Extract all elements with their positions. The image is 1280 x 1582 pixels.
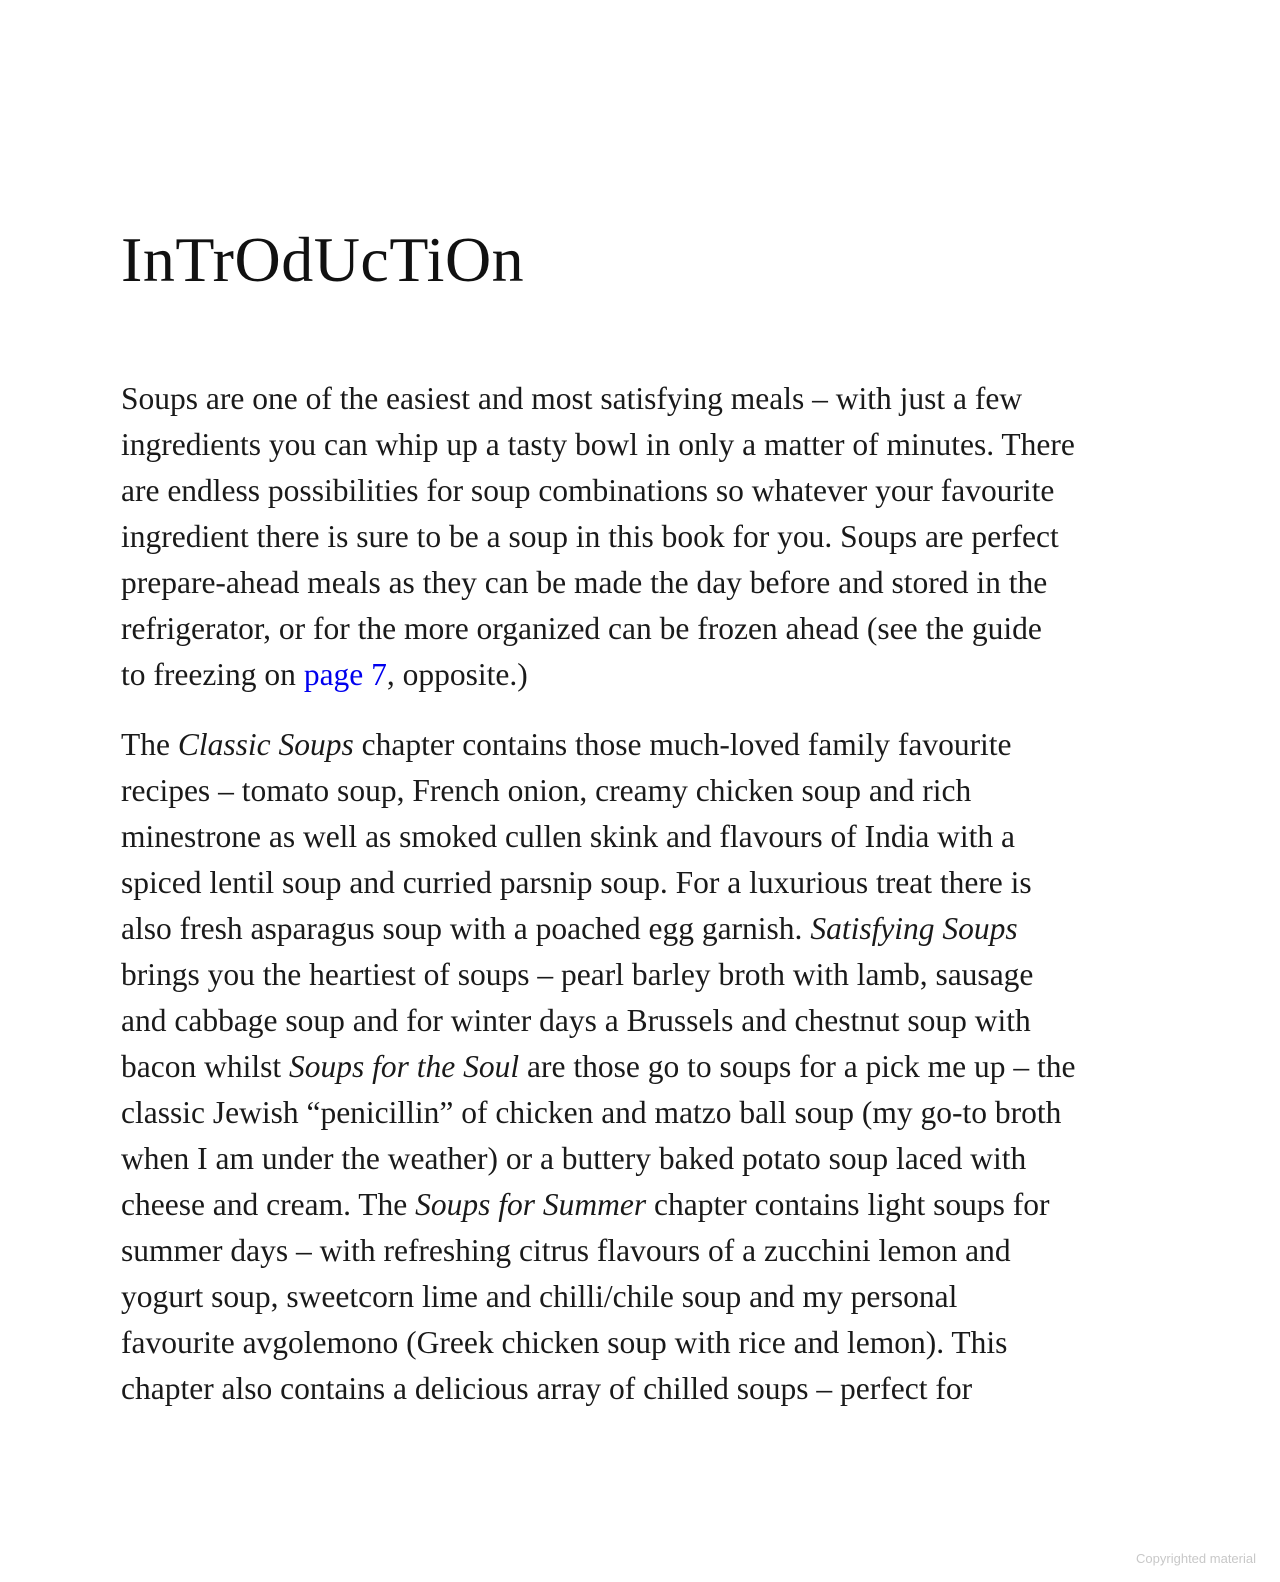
text-run: also fresh asparagus soup with a poached egg garnish. [121,911,811,946]
paragraph-line: yogurt soup, sweetcorn lime and chilli/chile soup and my personal [121,1279,958,1314]
paragraph-line: classic Jewish “penicillin” of chicken and matzo ball soup (my go-to broth [121,1095,1062,1130]
chapter-name-soups-for-summer: Soups for Summer [415,1187,647,1222]
intro-paragraph-2 [121,722,1161,1412]
copyright-watermark: Copyrighted material [1136,1551,1256,1566]
intro-paragraph-1 [121,376,1161,698]
chapter-name-classic-soups: Classic Soups [177,727,354,762]
paragraph-line: Soups are one of the easiest and most satisfying meals – with just a few [121,381,1023,416]
paragraph-line: ingredient there is sure to be a soup in this book for you. Soups are perfect [121,519,1059,554]
text-run: to freezing on [121,657,304,692]
body-text [121,376,1161,1436]
text-run: chapter contains light soups for [646,1187,1050,1222]
chapter-name-soups-for-the-soul: Soups for the Soul [288,1049,520,1084]
paragraph-line: and cabbage soup and for winter days a Brussels and chestnut soup with [121,1003,1031,1038]
paragraph-line: chapter also contains a delicious array of chilled soups – perfect for [121,1371,973,1406]
paragraph-line: when I am under the weather) or a buttery baked potato soup laced with [121,1141,1027,1176]
paragraph-line [121,1182,1161,1228]
paragraph-line: recipes – tomato soup, French onion, creamy chicken soup and rich [121,773,972,808]
paragraph-line: brings you the heartiest of soups – pearl barley broth with lamb, sausage [121,957,1034,992]
paragraph-line: favourite avgolemono (Greek chicken soup with rice and lemon). This [121,1325,1008,1360]
paragraph-line [121,1044,1161,1090]
chapter-name-satisfying-soups: Satisfying Soups [810,911,1018,946]
text-run: chapter contains those much-loved family favourite [353,727,1012,762]
paragraph-line: refrigerator, or for the more organized can be frozen ahead (see the guide [121,611,1042,646]
paragraph-line: prepare-ahead meals as they can be made the day before and stored in the [121,565,1048,600]
text-run: are those go to soups for a pick me up – the [519,1049,1076,1084]
paragraph-line: minestrone as well as smoked cullen skink and flavours of India with a [121,819,1016,854]
text-run: The [121,727,178,762]
text-run: bacon whilst [121,1049,289,1084]
paragraph-line: ingredients you can whip up a tasty bowl in only a matter of minutes. There [121,427,1075,462]
paragraph-line: spiced lentil soup and curried parsnip soup. For a luxurious treat there is [121,865,1032,900]
paragraph-line [121,906,1161,952]
paragraph-line [121,722,1161,768]
paragraph-line: are endless possibilities for soup combinations so whatever your favourite [121,473,1055,508]
text-run: cheese and cream. The [121,1187,416,1222]
paragraph-line: summer days – with refreshing citrus flavours of a zucchini lemon and [121,1233,1011,1268]
text-run: , opposite.) [386,657,528,692]
paragraph-line [121,652,1161,698]
page-title: InTrOdUcTiOn [121,224,525,295]
page-7-link[interactable]: page 7 [303,657,387,692]
